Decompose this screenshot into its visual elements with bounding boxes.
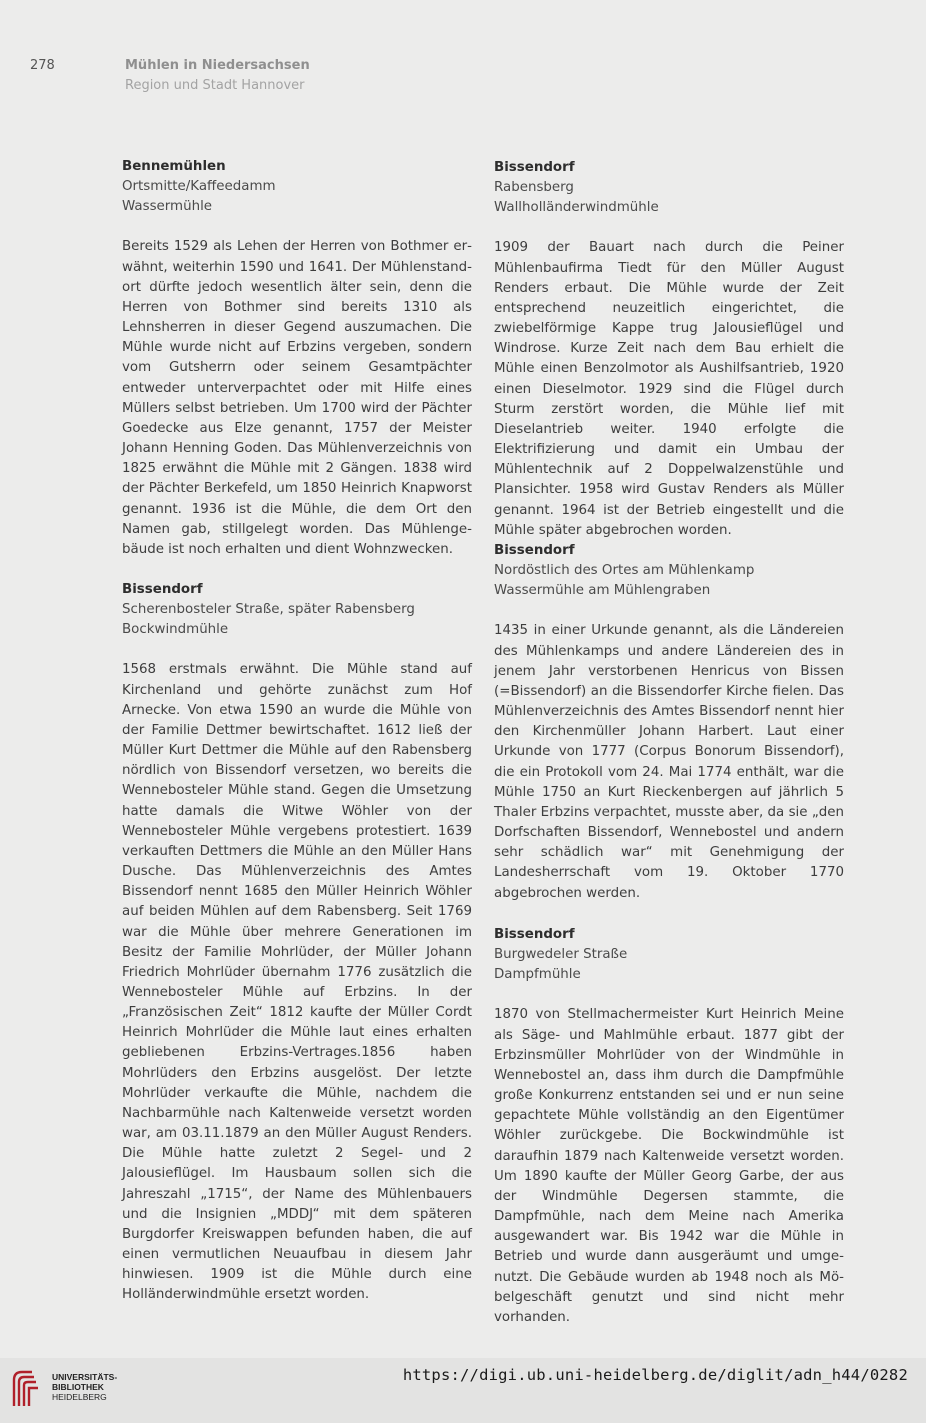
- entry-place: Bissendorf: [494, 927, 575, 942]
- entry-mill-type: Bockwindmühle: [122, 622, 229, 638]
- library-name-line: UNIVERSITÄTS-: [52, 1372, 118, 1382]
- entry-text: 1568 erstmals erwähnt. Die Mühle stand auf Kirchenland und gehörte zunächst zum Hof Arnecke. Von etwa 1590 an wurde die Mühle von der Familie Dettmer bewirtschaftet. 1612 ließ der Müller Kurt Dettmer die Mühle auf den Rabensberg nördlich von Bissendorf versetzen, wo bereits die Wennebosteler Mühle stand. Gegen die Umsetzung hatte damals die Witwe Wöhler von der Wennebosteler Mühle vergebens protestiert. 1639 verkauften Dettmers die Mühle an den Müller Hans Dusche. Das Mühlenverzeichnis des Amtes Bissendorf nennt 1685 den Müller Heinrich Wöhler auf beiden Mühlen auf dem Rabensberg. Seit 1769 war die Mühle über mehrere Generationen im Besitz der Familie Mohrlüder, der Müller Johann Friedrich Mohrlüder übernahm 1776 zusätzlich die Wennebosteler Mühle auf Erbzins. In der „Französischen Zeit“ 1812 kaufte der Müller Cordt Heinrich Mohrlüder die Mühle laut eines erhalten gebliebenen Erbzins-Vertrages.1856 haben Mohrlüders den Erbzins ausgelöst. Der letzte Mohrlüder verkaufte die Mühle, nachdem die Nachbarmühle nach Kaltenweide versetzt worden war, am 03.11.1879 an den Müller August Renders. Die Mühle hatte zuletzt 2 Segel- und 2 Jalousieflügel. Im Hausbaum sollen sich die Jahreszahl „1715“, der Name des Mühlenbauers und die Insignien „MDDJ“ mit dem späteren Burgdorfer Kreiswappen befunden haben, die auf einen vermutlichen Neuaufbau in diesem Jahr hinwiesen. 1909 ist die Mühle durch eine Holländerwindmühle ersetzt worden.: [122, 662, 472, 1303]
- entry-mill-type: Wassermühle: [122, 199, 213, 215]
- entry-mill-type: Wallholländerwindmühle: [494, 200, 659, 216]
- entry-location: Scherenbosteler Straße, später Rabensberg: [122, 602, 415, 618]
- library-name-line: HEIDELBERG: [52, 1392, 107, 1402]
- entry-place: Bissendorf: [494, 160, 575, 175]
- mill-entry: [494, 158, 844, 541]
- entry-text: 1870 von Stellmachermeister Kurt Heinrich Meine als Säge- und Mahlmühle erbaut. 1877 gibt der Erbzinsmüller Mohrlüder von der Windmühle in Wennebostel an, dass ihm durch die Dampfmühle große Konkurrenz entstanden sei und er nun seine gepachtete Mühle vollständig an den Eigentümer Wöhler zurückgebe. Die Bockwindmühle ist daraufhin 1879 nach Kaltenweide versetzt worden. Um 1890 kaufte der Müller Georg Garbe, der aus der Windmühle Degersen stammte, die Dampfmühle, nach dem Meine nach Amerika ausgewandert war. Bis 1942 war die Mühle in Betrieb und wurde dann ausgeräumt und umgenutzt. Die Gebäude wurden ab 1948 noch als Möbelgeschäft genutzt und sind nicht mehr vorhanden.: [494, 1007, 844, 1325]
- library-name-line: BIBLIOTHEK: [52, 1382, 104, 1392]
- university-library-logo-icon: [10, 1366, 44, 1410]
- mill-entry: [122, 580, 472, 1305]
- entry-location: Nordöstlich des Ortes am Mühlenkamp: [494, 563, 755, 579]
- mill-entry: [494, 541, 844, 904]
- viewer-footer: [0, 1358, 926, 1423]
- entry-place: Bennemühlen: [122, 159, 226, 174]
- running-subtitle: Region und Stadt Hannover: [125, 78, 305, 93]
- document-url-link[interactable]: https://digi.ub.uni-heidelberg.de/diglit/adn_h44/0282: [402, 1366, 908, 1384]
- entry-text: 1435 in einer Urkunde genannt, als die Ländereien des Mühlenkamps und andere Ländereien des in jenem Jahr verstorbenen Henricus von Bissen (=Bissendorf) an die Bissendorfer Kirche fielen. Das Mühlenverzeichnis des Amtes Bissendorf nennt hier den Kirchenmüller Johann Harbert. Laut einer Urkunde von 1777 (Corpus Bonorum Bissendorf), die ein Protokoll vom 24. Mai 1774 enthält, war die Mühle 1750 an Kurt Rieckenbergen auf jährlich 5 Thaler Erbzins verpachtet, musste aber, da sie „den Dorfschaften Bissendorf, Wennebostel und andern sehr schädlich war“ mit Genehmigung der Landesherrschaft vom 19. Oktober 1770 abgebrochen werden.: [494, 623, 844, 901]
- running-title: Mühlen in Niedersachsen: [125, 58, 310, 73]
- library-name: [52, 1372, 117, 1402]
- mill-entry: [494, 925, 844, 1328]
- entry-mill-type: Dampfmühle: [494, 967, 581, 983]
- entry-location: Ortsmitte/Kaffeedamm: [122, 179, 276, 195]
- entry-place: Bissendorf: [122, 582, 203, 597]
- entry-text: 1909 der Bauart nach durch die Peiner Mühlenbaufirma Tiedt für den Müller August Renders erbaut. Die Mühle wurde der Zeit entsprechend neuzeitlich eingerichtet, die zwiebelförmige Kappe trug Jalousieflügel und Windrose. Kurze Zeit nach dem Bau erhielt die Mühle einen Benzolmotor als Aushilfsantrieb, 1920 einen Dieselmotor. 1929 sind die Flügel durch Sturm zerstört worden, die Mühle lief mit Dieselantrieb weiter. 1940 erfolgte die Elektrifizierung und damit ein Umbau der Mühlentechnik auf 2 Doppelwalzenstühle und Plansichter. 1958 wird Gustav Renders als Müller genannt. 1964 ist der Betrieb eingestellt und die Mühle später abgebrochen worden.: [494, 240, 844, 538]
- entry-text: Bereits 1529 als Lehen der Herren von Bothmer erwähnt, weiterhin 1590 und 1641. Der Mühlenstandort dürfte jedoch wesentlich älter sein, denn die Herren von Bothmer sind bereits 1310 als Lehnsherren in dieser Gegend auszumachen. Die Mühle wurde nicht auf Erbzins vergeben, sondern vom Gutsherrn oder seinem Gesamtpächter entweder unterverpachtet oder mit Hilfe eines Müllers selbst betrieben. Um 1700 wird der Pächter Goedecke aus Elze genannt, 1757 der Meister Johann Henning Goden. Das Mühlenverzeichnis von 1825 erwähnt die Mühle mit 2 Gängen. 1838 wird der Pächter Berkefeld, um 1850 Heinrich Knapworst genannt. 1936 ist die Mühle, die dem Ort den Namen gab, stillgelegt worden. Das Mühlengebäude ist noch erhalten und dient Wohnzwecken.: [122, 239, 472, 557]
- page-number: 278: [30, 58, 55, 73]
- mill-entry: [122, 157, 472, 560]
- entry-location: Burgwedeler Straße: [494, 947, 628, 963]
- entry-mill-type: Wassermühle am Mühlengraben: [494, 583, 711, 599]
- entry-place: Bissendorf: [494, 543, 575, 558]
- entry-location: Rabensberg: [494, 180, 574, 196]
